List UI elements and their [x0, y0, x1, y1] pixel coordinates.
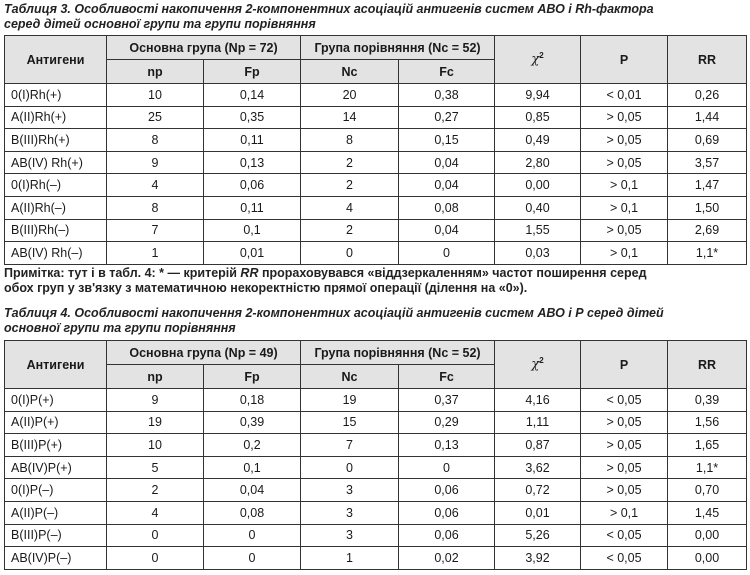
fp-cell: 0,11: [204, 129, 301, 152]
antigen-cell: 0(I)P(–): [5, 479, 107, 502]
note-line1: [4, 266, 744, 281]
rr-cell: 1,1*: [668, 242, 747, 265]
antigen-cell: AB(IV)P(–): [5, 547, 107, 570]
table3-caption: [4, 2, 744, 32]
fc-cell: 0,06: [399, 501, 495, 524]
table3-header-p: P: [581, 36, 668, 84]
table4-header-fp: Fp: [204, 365, 301, 389]
fc-cell: 0,38: [399, 84, 495, 107]
fp-cell: 0,18: [204, 389, 301, 412]
table-row: [5, 219, 747, 242]
table-row: [5, 411, 747, 434]
chi2-cell: 0,85: [495, 106, 581, 129]
chi2-cell: 0,49: [495, 129, 581, 152]
np-cell: 19: [107, 411, 204, 434]
p-cell: > 0,05: [581, 219, 668, 242]
table3-caption-line2: серед дітей основної групи та групи порівняння: [4, 17, 316, 31]
rr-cell: 1,56: [668, 411, 747, 434]
chi-symbol: χ: [531, 52, 540, 68]
chi2-cell: 2,80: [495, 151, 581, 174]
table-row: [5, 174, 747, 197]
np-cell: 4: [107, 501, 204, 524]
p-cell: > 0,1: [581, 174, 668, 197]
table3-header-fc: Fc: [399, 60, 495, 84]
nc-cell: 3: [301, 479, 399, 502]
nc-cell: 19: [301, 389, 399, 412]
chi2-cell: 3,62: [495, 456, 581, 479]
table3-header-chi2: [495, 36, 581, 84]
fp-cell: 0,35: [204, 106, 301, 129]
table3-note: [4, 266, 744, 296]
nc-cell: 3: [301, 524, 399, 547]
table4-header-p: P: [581, 341, 668, 389]
chi2-cell: 9,94: [495, 84, 581, 107]
table3-header-main-group: Основна група (Np = 72): [107, 36, 301, 60]
fp-cell: 0: [204, 524, 301, 547]
fc-cell: 0: [399, 456, 495, 479]
p-cell: < 0,05: [581, 389, 668, 412]
antigen-cell: A(II)P(–): [5, 501, 107, 524]
antigen-cell: B(III)P(+): [5, 434, 107, 457]
nc-cell: 2: [301, 174, 399, 197]
table4-caption: [4, 306, 744, 336]
chi-symbol: χ: [531, 357, 540, 373]
rr-cell: 1,44: [668, 106, 747, 129]
nc-cell: 1: [301, 547, 399, 570]
nc-cell: 0: [301, 456, 399, 479]
antigen-cell: A(II)P(+): [5, 411, 107, 434]
fp-cell: 0,11: [204, 196, 301, 219]
nc-cell: 0: [301, 242, 399, 265]
table-row: [5, 84, 747, 107]
rr-cell: 0,70: [668, 479, 747, 502]
antigen-cell: A(II)Rh(+): [5, 106, 107, 129]
note-line2: обох груп у зв'язку з математичною некоректністю прямої операції (ділення на «0»).: [4, 281, 528, 295]
fp-cell: 0,14: [204, 84, 301, 107]
fc-cell: 0,02: [399, 547, 495, 570]
rr-cell: 0,69: [668, 129, 747, 152]
fc-cell: 0,04: [399, 151, 495, 174]
p-cell: > 0,05: [581, 479, 668, 502]
antigen-cell: AB(IV) Rh(–): [5, 242, 107, 265]
table4: [4, 340, 747, 570]
table4-caption-line2: основної групи та групи порівняння: [4, 321, 236, 335]
fc-cell: 0,04: [399, 174, 495, 197]
fc-cell: 0,15: [399, 129, 495, 152]
chi2-cell: 0,87: [495, 434, 581, 457]
fc-cell: 0,29: [399, 411, 495, 434]
table-row: [5, 389, 747, 412]
p-cell: > 0,1: [581, 196, 668, 219]
p-cell: > 0,05: [581, 151, 668, 174]
chi2-cell: 5,26: [495, 524, 581, 547]
rr-cell: 0,00: [668, 547, 747, 570]
table3: [4, 35, 747, 265]
rr-cell: 0,00: [668, 524, 747, 547]
note-rr: RR: [240, 266, 259, 280]
chi2-cell: 4,16: [495, 389, 581, 412]
note-part1: Примітка: тут і в табл. 4: * — критерій: [4, 266, 241, 280]
fp-cell: 0: [204, 547, 301, 570]
chi2-cell: 3,92: [495, 547, 581, 570]
p-cell: < 0,05: [581, 524, 668, 547]
fc-cell: 0,27: [399, 106, 495, 129]
fp-cell: 0,01: [204, 242, 301, 265]
fc-cell: 0,13: [399, 434, 495, 457]
p-cell: > 0,05: [581, 411, 668, 434]
antigen-cell: B(III)P(–): [5, 524, 107, 547]
np-cell: 9: [107, 389, 204, 412]
table-row: [5, 106, 747, 129]
table3-header-antigens: Антигени: [5, 36, 107, 84]
fc-cell: 0: [399, 242, 495, 265]
np-cell: 25: [107, 106, 204, 129]
table4-body: [5, 389, 747, 570]
fp-cell: 0,13: [204, 151, 301, 174]
fc-cell: 0,06: [399, 524, 495, 547]
antigen-cell: B(III)Rh(–): [5, 219, 107, 242]
nc-cell: 3: [301, 501, 399, 524]
table4-header-main-group: Основна група (Np = 49): [107, 341, 301, 365]
p-cell: > 0,05: [581, 106, 668, 129]
p-cell: < 0,05: [581, 547, 668, 570]
np-cell: 10: [107, 434, 204, 457]
np-cell: 8: [107, 196, 204, 219]
fp-cell: 0,39: [204, 411, 301, 434]
rr-cell: 2,69: [668, 219, 747, 242]
chi2-cell: 1,11: [495, 411, 581, 434]
table4-header-nc: Nc: [301, 365, 399, 389]
nc-cell: 15: [301, 411, 399, 434]
rr-cell: 0,39: [668, 389, 747, 412]
table3-header-np: np: [107, 60, 204, 84]
chi2-cell: 1,55: [495, 219, 581, 242]
np-cell: 0: [107, 547, 204, 570]
antigen-cell: B(III)Rh(+): [5, 129, 107, 152]
antigen-cell: 0(I)Rh(–): [5, 174, 107, 197]
table3-body: [5, 84, 747, 265]
table-row: [5, 129, 747, 152]
table4-header-np: np: [107, 365, 204, 389]
antigen-cell: 0(I)Rh(+): [5, 84, 107, 107]
table4-header-rr: RR: [668, 341, 747, 389]
fp-cell: 0,1: [204, 456, 301, 479]
fp-cell: 0,08: [204, 501, 301, 524]
rr-cell: 1,65: [668, 434, 747, 457]
nc-cell: 8: [301, 129, 399, 152]
rr-cell: 1,1*: [668, 456, 747, 479]
np-cell: 9: [107, 151, 204, 174]
note-part2: прораховувався «віддзеркаленням» частот поширення серед: [258, 266, 647, 280]
rr-cell: 1,50: [668, 196, 747, 219]
np-cell: 0: [107, 524, 204, 547]
table-row: [5, 501, 747, 524]
table4-header-chi2: [495, 341, 581, 389]
nc-cell: 4: [301, 196, 399, 219]
fc-cell: 0,04: [399, 219, 495, 242]
nc-cell: 7: [301, 434, 399, 457]
fc-cell: 0,37: [399, 389, 495, 412]
p-cell: > 0,05: [581, 456, 668, 479]
nc-cell: 14: [301, 106, 399, 129]
np-cell: 8: [107, 129, 204, 152]
p-cell: > 0,05: [581, 434, 668, 457]
table4-caption-line1: Таблиця 4. Особливості накопичення 2-компонентних асоціацій антигенів систем АВО і Р серед дітей: [4, 306, 664, 320]
np-cell: 4: [107, 174, 204, 197]
fc-cell: 0,06: [399, 479, 495, 502]
fp-cell: 0,04: [204, 479, 301, 502]
np-cell: 7: [107, 219, 204, 242]
table3-header-rr: RR: [668, 36, 747, 84]
np-cell: 2: [107, 479, 204, 502]
chi2-cell: 0,00: [495, 174, 581, 197]
p-cell: > 0,1: [581, 501, 668, 524]
table-row: [5, 151, 747, 174]
p-cell: > 0,05: [581, 129, 668, 152]
chi2-cell: 0,72: [495, 479, 581, 502]
chi-exponent: 2: [539, 356, 544, 366]
antigen-cell: 0(I)P(+): [5, 389, 107, 412]
table-row: [5, 434, 747, 457]
table4-header-comparison-group: Група порівняння (Nc = 52): [301, 341, 495, 365]
chi-exponent: 2: [539, 51, 544, 61]
rr-cell: 1,47: [668, 174, 747, 197]
table-row: [5, 196, 747, 219]
nc-cell: 2: [301, 219, 399, 242]
np-cell: 10: [107, 84, 204, 107]
chi2-cell: 0,03: [495, 242, 581, 265]
chi2-cell: 0,40: [495, 196, 581, 219]
table-row: [5, 479, 747, 502]
table-row: [5, 524, 747, 547]
table-row: [5, 242, 747, 265]
np-cell: 1: [107, 242, 204, 265]
antigen-cell: A(II)Rh(–): [5, 196, 107, 219]
table3-caption-line1: Таблиця 3. Особливості накопичення 2-компонентних асоціацій антигенів систем АВО і Rh-фактора: [4, 2, 654, 16]
nc-cell: 20: [301, 84, 399, 107]
rr-cell: 1,45: [668, 501, 747, 524]
table4-header-fc: Fc: [399, 365, 495, 389]
fp-cell: 0,1: [204, 219, 301, 242]
np-cell: 5: [107, 456, 204, 479]
antigen-cell: AB(IV)P(+): [5, 456, 107, 479]
fp-cell: 0,2: [204, 434, 301, 457]
nc-cell: 2: [301, 151, 399, 174]
table3-header-comparison-group: Група порівняння (Nc = 52): [301, 36, 495, 60]
table3-header-nc: Nc: [301, 60, 399, 84]
rr-cell: 3,57: [668, 151, 747, 174]
table4-header-antigens: Антигени: [5, 341, 107, 389]
antigen-cell: AB(IV) Rh(+): [5, 151, 107, 174]
p-cell: > 0,1: [581, 242, 668, 265]
table3-header-fp: Fp: [204, 60, 301, 84]
fp-cell: 0,06: [204, 174, 301, 197]
table-row: [5, 547, 747, 570]
fc-cell: 0,08: [399, 196, 495, 219]
chi2-cell: 0,01: [495, 501, 581, 524]
rr-cell: 0,26: [668, 84, 747, 107]
p-cell: < 0,01: [581, 84, 668, 107]
table-row: [5, 456, 747, 479]
